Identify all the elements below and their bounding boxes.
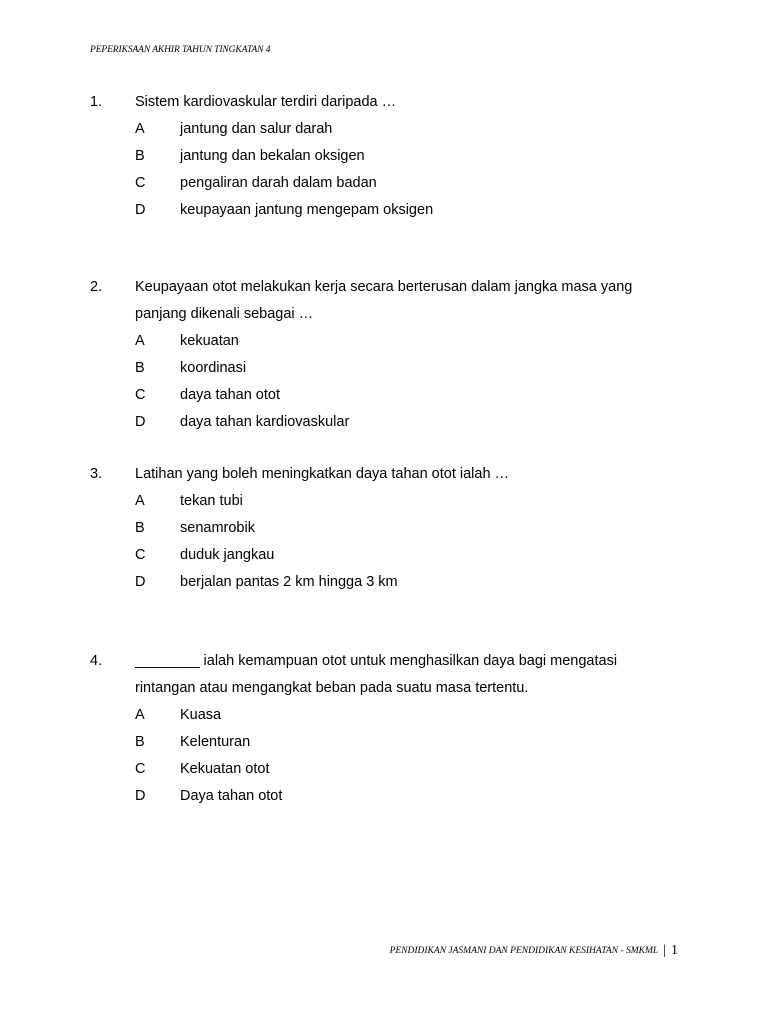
question-text: Latihan yang boleh meningkatkan daya tahan otot ialah … bbox=[135, 466, 510, 482]
option-d bbox=[90, 197, 690, 224]
question-number: 4. bbox=[90, 653, 103, 669]
option-text: Kekuatan otot bbox=[180, 761, 270, 777]
question-1 bbox=[90, 89, 690, 224]
option-c bbox=[90, 170, 690, 197]
option-letter: D bbox=[135, 202, 146, 218]
option-letter: B bbox=[135, 734, 145, 750]
option-b bbox=[90, 143, 690, 170]
question-number: 2. bbox=[90, 279, 103, 295]
option-b bbox=[90, 729, 690, 756]
option-d bbox=[90, 569, 690, 596]
option-a bbox=[90, 488, 690, 515]
question-text-continued: rintangan atau mengangkat beban pada suatu masa tertentu. bbox=[135, 680, 529, 696]
question-3 bbox=[90, 461, 690, 596]
question-number: 3. bbox=[90, 466, 103, 482]
option-b bbox=[90, 355, 690, 382]
option-text: daya tahan otot bbox=[180, 387, 280, 403]
option-letter: C bbox=[135, 547, 146, 563]
footer-separator: | bbox=[663, 943, 666, 958]
option-letter: B bbox=[135, 520, 145, 536]
option-letter: A bbox=[135, 707, 145, 723]
option-letter: C bbox=[135, 387, 146, 403]
option-text: Kelenturan bbox=[180, 734, 251, 750]
option-letter: D bbox=[135, 574, 146, 590]
option-letter: C bbox=[135, 175, 146, 191]
option-letter: A bbox=[135, 493, 145, 509]
option-b bbox=[90, 515, 690, 542]
option-letter: D bbox=[135, 788, 146, 804]
option-letter: B bbox=[135, 148, 145, 164]
option-text: keupayaan jantung mengepam oksigen bbox=[180, 202, 434, 218]
option-a bbox=[90, 328, 690, 355]
option-text: koordinasi bbox=[180, 360, 247, 376]
option-c bbox=[90, 542, 690, 569]
option-text: jantung dan salur darah bbox=[180, 121, 333, 137]
option-a bbox=[90, 702, 690, 729]
option-a bbox=[90, 116, 690, 143]
question-4 bbox=[90, 648, 690, 810]
option-text: Kuasa bbox=[180, 707, 222, 723]
question-text-continued: panjang dikenali sebagai … bbox=[135, 306, 314, 322]
question-text: ________ ialah kemampuan otot untuk menghasilkan daya bagi mengatasi bbox=[135, 653, 618, 669]
option-d bbox=[90, 783, 690, 810]
question-text: Keupayaan otot melakukan kerja secara berterusan dalam jangka masa yang bbox=[135, 279, 633, 295]
option-text: daya tahan kardiovaskular bbox=[180, 414, 350, 430]
question-2 bbox=[90, 274, 690, 436]
option-text: senamrobik bbox=[180, 520, 255, 536]
option-text: berjalan pantas 2 km hingga 3 km bbox=[180, 574, 398, 590]
page-header: PEPERIKSAAN AKHIR TAHUN TINGKATAN 4 bbox=[90, 45, 271, 55]
option-text: duduk jangkau bbox=[180, 547, 275, 563]
option-text: pengaliran darah dalam badan bbox=[180, 175, 377, 191]
question-text: Sistem kardiovaskular terdiri daripada … bbox=[135, 94, 397, 110]
page-footer bbox=[390, 943, 678, 959]
option-c bbox=[90, 756, 690, 783]
option-letter: A bbox=[135, 121, 145, 137]
option-letter: D bbox=[135, 414, 146, 430]
option-text: Daya tahan otot bbox=[180, 788, 283, 804]
option-text: kekuatan bbox=[180, 333, 239, 349]
footer-subject: PENDIDIKAN JASMANI DAN PENDIDIKAN KESIHATAN - SMKML bbox=[389, 946, 659, 956]
question-number: 1. bbox=[90, 94, 103, 110]
option-text: jantung dan bekalan oksigen bbox=[180, 148, 365, 164]
option-letter: B bbox=[135, 360, 145, 376]
page-number: 1 bbox=[671, 943, 678, 958]
option-letter: A bbox=[135, 333, 145, 349]
option-c bbox=[90, 382, 690, 409]
option-text: tekan tubi bbox=[180, 493, 243, 509]
option-d bbox=[90, 409, 690, 436]
option-letter: C bbox=[135, 761, 146, 777]
